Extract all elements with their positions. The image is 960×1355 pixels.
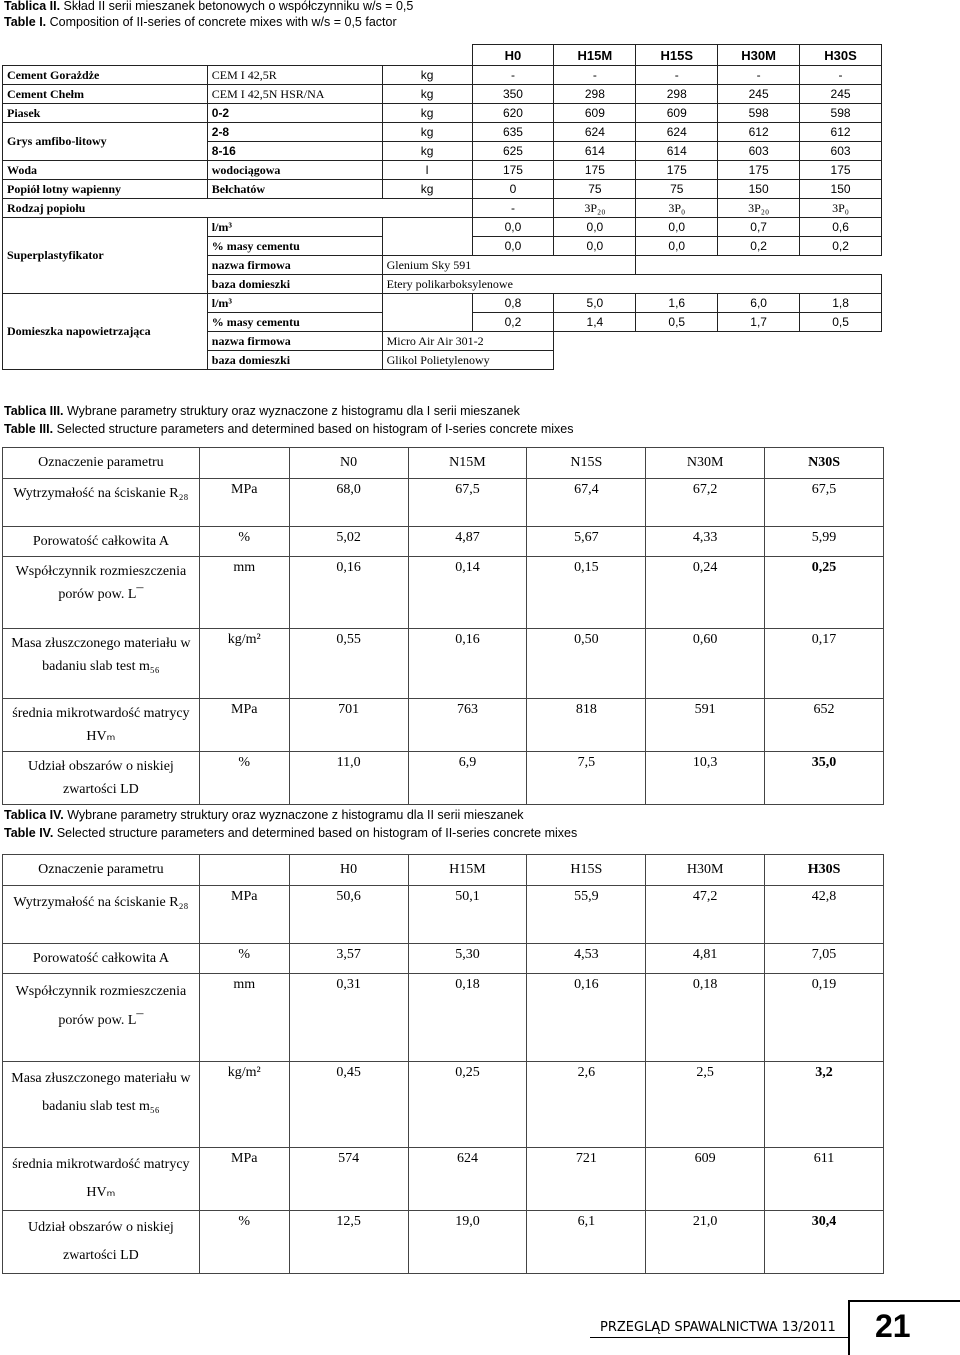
table-row: średnia mikrotwardość matrycy HVₘ MPa 701 763 818 591 652 [3,699,884,752]
table4 [2,854,884,1274]
table-row: Wytrzymałość na ściskanie R₂₈ MPa 68,0 67,5 67,4 67,2 67,5 [3,479,884,527]
table-row: Udział obszarów o niskiej zwartości LD % 11,0 6,9 7,5 10,3 35,0 [3,752,884,805]
table2-row-dom-l: Domieszka napowietrzająca l/m³ 0,8 5,0 1,6 6,0 1,8 [3,294,882,313]
table3-header-n30s: N30S [765,448,884,479]
table2-row-sp-pct: % masy cementu 0,0 0,0 0,0 0,2 0,2 [3,237,882,256]
table2-row-dom-pct: % masy cementu 0,2 1,4 0,5 1,7 0,5 [3,313,882,332]
table3 [2,447,884,805]
table4-header-h0: H0 [289,855,408,886]
table-row: średnia mikrotwardość matrycy HVₘ MPa 574 624 721 609 611 [3,1148,884,1211]
table2-row-sp-name: nazwa firmowa Glenium Sky 591 [3,256,882,275]
table2-row-dom-base: baza domieszki Glikol Polietylenowy [3,351,882,370]
footer-rule [590,1337,850,1338]
table4-header-row [3,855,884,886]
journal-name: PRZEGLĄD SPAWALNICTWA 13/2011 [600,1320,836,1335]
table2-header-h15m: H15M [554,45,636,66]
table2-row-popiol: Popiół lotny wapienny Bełchatów kg 0 75 75 150 150 [3,180,882,199]
table2-header-h0: H0 [472,45,554,66]
table2-header-h15s: H15S [636,45,718,66]
table2-caption-en: Table I. Composition of II-series of concrete mixes with w/s = 0,5 factor [4,15,397,29]
table3-header-n15m: N15M [408,448,527,479]
table2-row-dom-name: nazwa firmowa Micro Air Air 301-2 [3,332,882,351]
table2 [2,44,882,370]
table2-row-sp-base: baza domieszki Etery polikarboksylenowe [3,275,882,294]
table3-caption-en: Table III. Selected structure parameters and determined based on histogram of I-series concrete mixes [4,422,574,436]
table4-caption-pl: Tablica IV. Wybrane parametry struktury oraz wyznaczone z histogramu dla II serii mieszanek [4,808,524,822]
table-row: Porowatość całkowita A % 5,02 4,87 5,67 4,33 5,99 [3,527,884,557]
table-row: Masa złuszczonego materiału w badaniu slab test m₅₆ kg/m² 0,45 0,25 2,6 2,5 3,2 [3,1062,884,1148]
page-number: 21 [875,1308,911,1344]
table4-header-h15s: H15S [527,855,646,886]
table-row: Masa złuszczonego materiału w badaniu slab test m₅₆ kg/m² 0,55 0,16 0,50 0,60 0,17 [3,629,884,699]
table2-row-rodzaj: Rodzaj popiołu - 3P₂₀ 3P₀ 3P₂₀ 3P₀ [3,199,882,218]
table3-header-n30m: N30M [646,448,765,479]
table3-header-n15s: N15S [527,448,646,479]
table4-header-h30s: H30S [765,855,884,886]
table4-header-h30m: H30M [646,855,765,886]
table2-header-row [3,45,882,66]
table2-row-grys-a: Grys amfibo-litowy 2-8 kg 635 624 624 612 612 [3,123,882,142]
table-row: Współczynnik rozmieszczenia porów pow. L¯ mm 0,31 0,18 0,16 0,18 0,19 [3,974,884,1062]
table3-header-param: Oznaczenie parametru [3,448,200,479]
table2-row-cement-gorazdze: Cement Gorażdże CEM I 42,5R kg - - - - - [3,66,882,85]
table4-caption-en: Table IV. Selected structure parameters and determined based on histogram of II-series concrete mixes [4,826,578,840]
table2-row-sp-l: Superplastyfikator l/m³ 0,0 0,0 0,0 0,7 0,6 [3,218,882,237]
table2-caption-pl: Tablica II. Skład II serii mieszanek betonowych o współczynniku w/s = 0,5 [4,0,414,13]
table4-header-h15m: H15M [408,855,527,886]
table-row: Wytrzymałość na ściskanie R₂₈ MPa 50,6 50,1 55,9 47,2 42,8 [3,886,884,944]
table4-header-param: Oznaczenie parametru [3,855,200,886]
table-row: Udział obszarów o niskiej zwartości LD % 12,5 19,0 6,1 21,0 30,4 [3,1211,884,1274]
table3-caption-pl: Tablica III. Wybrane parametry struktury oraz wyznaczone z histogramu dla I serii mieszanek [4,404,520,418]
table2-row-grys-b: 8-16 kg 625 614 614 603 603 [3,142,882,161]
table3-header-n0: N0 [289,448,408,479]
table-row: Współczynnik rozmieszczenia porów pow. L¯ mm 0,16 0,14 0,15 0,24 0,25 [3,557,884,629]
table-row: Porowatość całkowita A % 3,57 5,30 4,53 4,81 7,05 [3,944,884,974]
table2-row-woda: Woda wodociągowa l 175 175 175 175 175 [3,161,882,180]
table2-row-cement-chelm: Cement Chełm CEM I 42,5N HSR/NA kg 350 298 298 245 245 [3,85,882,104]
table3-header-row [3,448,884,479]
table2-header-h30s: H30S [800,45,882,66]
table2-row-piasek: Piasek 0-2 kg 620 609 609 598 598 [3,104,882,123]
page-footer [590,1300,960,1353]
table2-header-h30m: H30M [718,45,800,66]
